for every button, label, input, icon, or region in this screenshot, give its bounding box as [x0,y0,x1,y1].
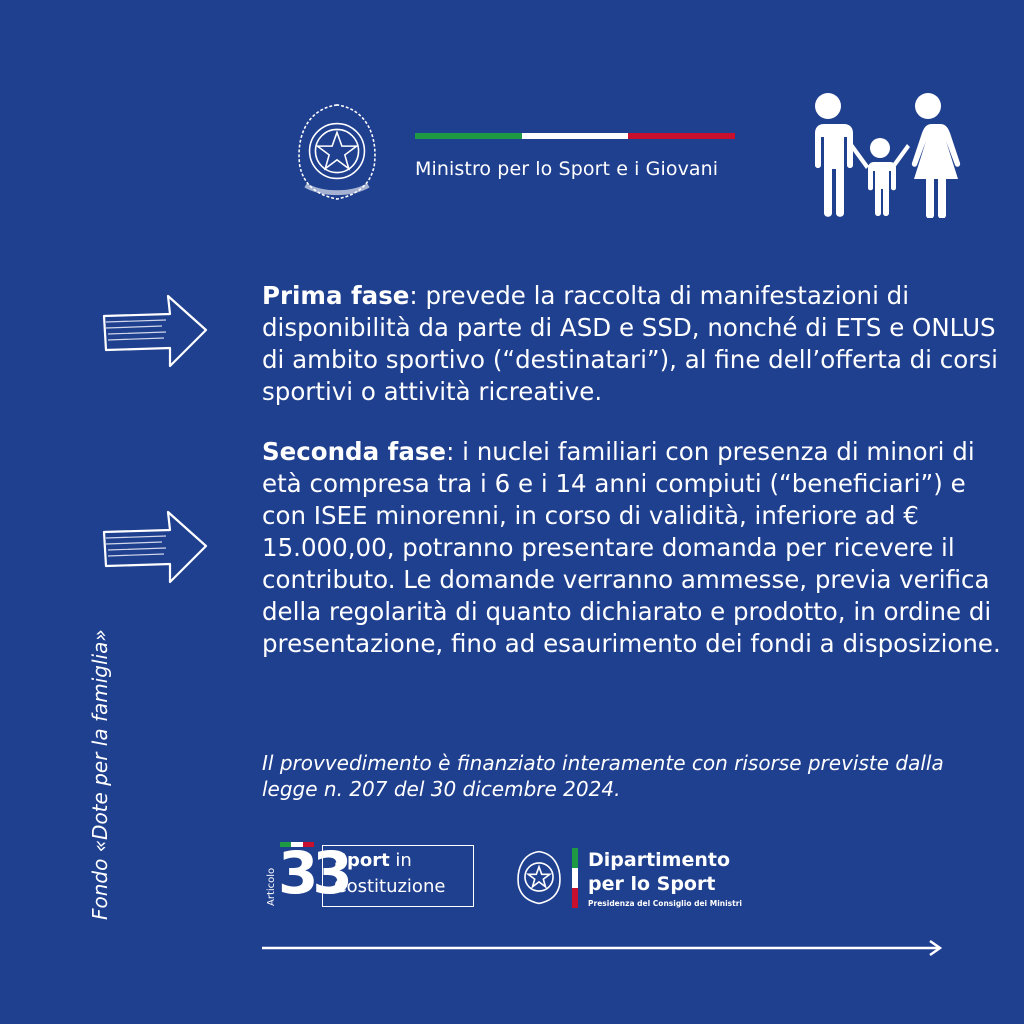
arrow-right-icon [100,508,210,588]
fund-vertical-label: Fondo «Dote per la famiglia» [88,629,112,920]
art33-word: Articolo [266,867,277,906]
phase-two-text [262,436,1002,660]
department-tricolor-bar [572,848,578,908]
phase-one-title: Prima fase [262,281,410,310]
italian-tricolor-line [415,133,735,139]
art33-number: 33 [278,839,347,907]
department-emblem-icon [512,846,566,908]
family-icon [800,92,968,218]
department-title-line1: Dipartimento [588,849,731,871]
funding-note: Il provvedimento è finanziato interamente con risorse previste dalla legge n. 207 del 30 dicembre 2024. [262,751,944,801]
art33-line2: Costituzione [334,876,446,897]
phase-one-text [262,280,1002,408]
articolo-33-logo [262,840,474,910]
ministry-name: Ministro per lo Sport e i Giovani [415,158,719,180]
department-title [588,848,730,896]
phase-two-title: Seconda fase [262,437,447,466]
art33-in-word: in [389,850,412,871]
department-subtitle: Presidenza del Consiglio dei Ministri [588,899,742,908]
art33-sport-word: Sport [334,850,390,871]
department-title-line2: per lo Sport [588,873,716,895]
arrow-right-icon [100,292,210,372]
italian-republic-emblem-icon [288,96,386,206]
art33-line1 [334,850,412,871]
long-arrow-right-icon [262,938,944,958]
phase-two-body: : i nuclei familiari con presenza di minori di età compresa tra i 6 e i 14 anni compiuti (“beneficiari”) e con ISEE minorenni, in corso di validità, inferiore ad € 15.000,00, potranno presentare domanda per ricevere il contributo. Le domande verranno ammesse, previa verifica della regolarità di quanto dichiarato e prodotto, in ordine di presentazione, fino ad esaurimento dei fondi a disposizione. [262,437,1001,658]
phase-one-body: : prevede la raccolta di manifestazioni di disponibilità da parte di ASD e SSD, nonché di ETS e ONLUS di ambito sportivo (“destinatari”), al fine dell’offerta di corsi sportivi o attività ricreative. [262,281,998,406]
